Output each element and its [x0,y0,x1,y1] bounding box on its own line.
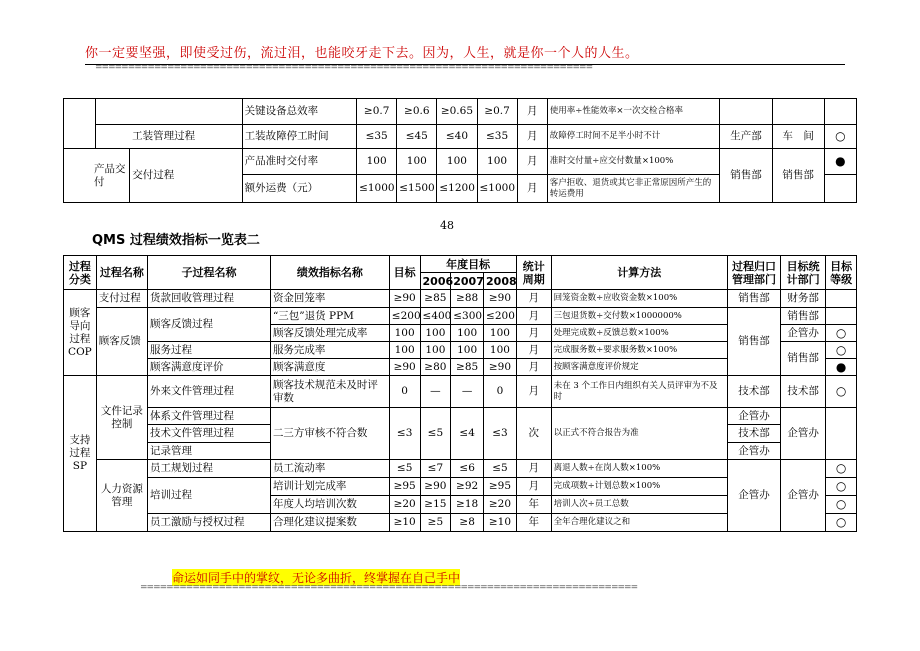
table-row: 顾客满意度评价 顾客满意度 ≥90 ≥80 ≥85 ≥90 月 按顾客满意度评价规定 ● [64,359,857,376]
category-cell: 顾客导向过程COP [64,290,97,376]
table-row: 产品交付 交付过程 产品准时交付率 100 100 100 100 月 准时交付量÷应交付数量×100% 销售部 销售部 ● [64,149,857,175]
table-row: 服务过程 服务完成率 100 100 100 100 月 完成服务数÷要求服务数×100% 销售部 ○ [64,342,857,359]
table-row: 记录管理 企管办 [64,443,857,460]
header-row: 2006 2007 2008 [64,273,857,290]
table-continuation [63,98,857,203]
table-row: 顾客导向过程COP 支付过程 货款回收管理过程 资金回笼率 ≥90 ≥85 ≥88 ≥90 月 回笼资金数÷应收资金数×100% 销售部 财务部 [64,290,857,308]
header-row: 过程分类 过程名称 子过程名称 绩效指标名称 目标 年度目标 统计周期 计算方法 过程归口管理部门 目标统计部门 目标等级 [64,256,857,273]
table-row: 工装管理过程 工装故障停工时间 ≤35 ≤45 ≤40 ≤35 月 故障停工时间不足半小时不计 生产部 车 间 ○ [64,125,857,149]
header-quote: 你一定要坚强，即使受过伤，流过泪，也能咬牙走下去。因为，人生，就是你一个人的人生。 [85,46,639,61]
page-number: 48 [440,219,454,232]
table-row: 顾客反馈 顾客反馈过程 “三包”退货 PPM ≤200 ≤400 ≤300 ≤200 月 三包退货数÷交付数×1000000% 销售部 销售部 [64,308,857,325]
table-row: 关键设备总效率 ≥0.7 ≥0.6 ≥0.65 ≥0.7 月 使用率÷性能效率×一次交检合格率 [64,99,857,125]
category-cell: 支持过程SP [64,376,97,532]
table-row: 人力资源管理 员工规划过程 员工流动率 ≤5 ≤7 ≤6 ≤5 月 离退人数÷在岗人数×100% 企管办 企管办 ○ [64,460,857,478]
table-row: 技术文件管理过程 技术部 [64,425,857,443]
footer-divider: ============================================================================ [140,583,638,593]
category-cell: 产品交付 [64,149,130,203]
table-row: 额外运费（元） ≤1000 ≤1500 ≤1200 ≤1000 月 客户拒收、退货或其它非正常原因所产生的转运费用 [64,175,857,203]
table-row: 支持过程SP 文件记录控制 外来文件管理过程 顾客技术规范未及时评审数 0 — — 0 月 未在 3 个工作日内组织有关人员评审为不及时 技术部 技术部 ○ [64,376,857,408]
header-divider: ============================================================================ [95,63,593,73]
table-row: 顾客反馈处理完成率 100 100 100 100 月 处理完成数÷反馈总数×100% 企管办 ○ [64,325,857,342]
table-row: 培训过程 培训计划完成率 ≥95 ≥90 ≥92 ≥95 月 完成项数÷计划总数×100% ○ [64,478,857,496]
footer-quote: 命运如同手中的掌纹，无论多曲折，终掌握在自己手中 [172,571,461,585]
metric-cell: 关键设备总效率 [242,99,356,125]
table-kpi [63,255,857,532]
table-title: QMS 过程绩效指标一览表二 [92,233,260,248]
table-row: 体系文件管理过程 二三方审核不符合数 ≤3 ≤5 ≤4 ≤3 次 以正式不符合报告为准 企管办 企管办 [64,408,857,425]
table-row: 年度人均培训次数 ≥20 ≥15 ≥18 ≥20 年 培训人次÷员工总数 ○ [64,496,857,514]
table-row: 员工激励与授权过程 合理化建议提案数 ≥10 ≥5 ≥8 ≥10 年 全年合理化建议之和 ○ [64,514,857,532]
